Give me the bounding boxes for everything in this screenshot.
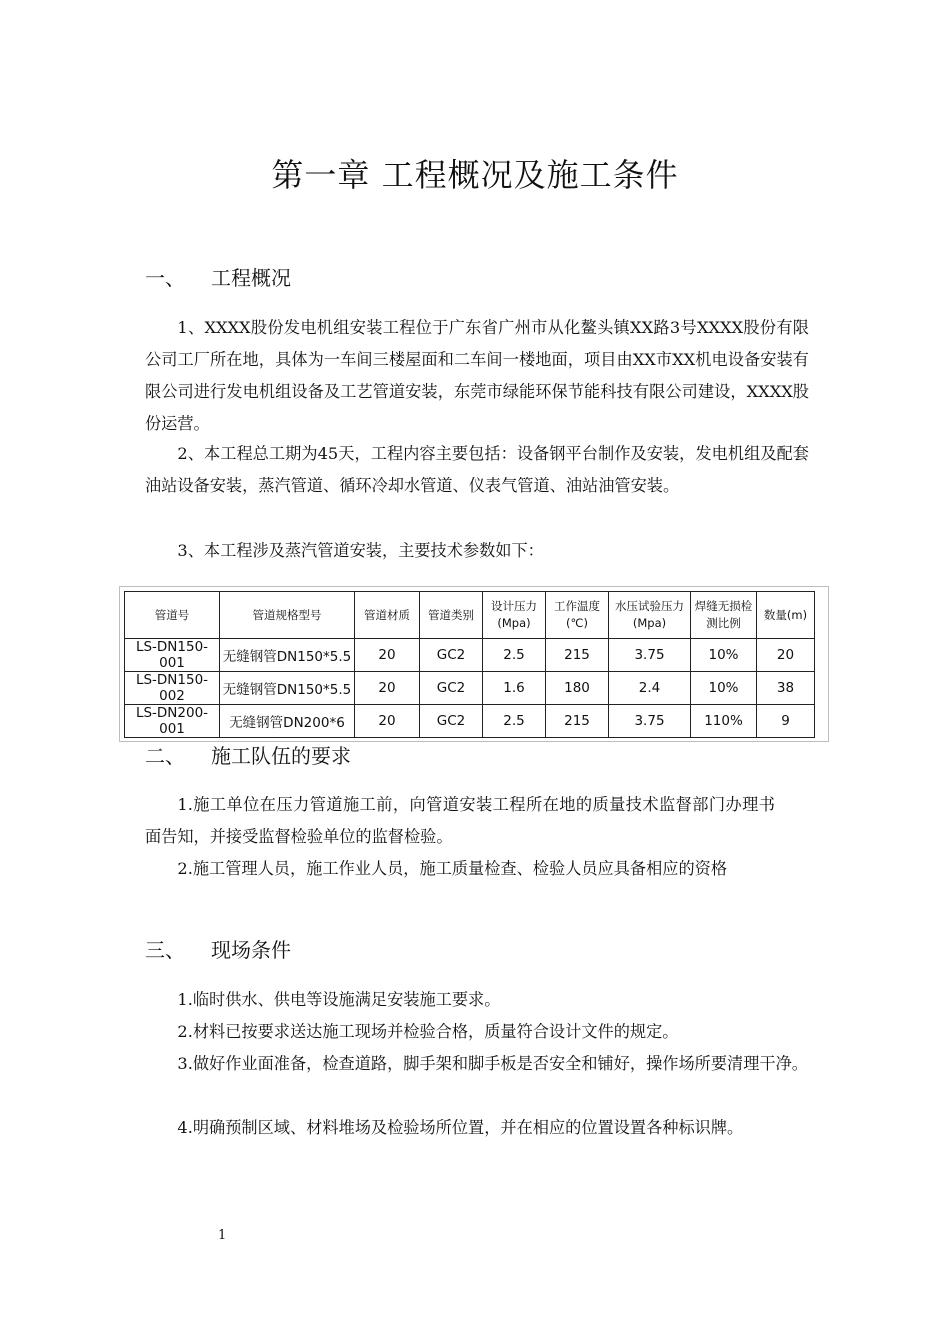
table-row (125, 705, 815, 738)
header-category: 管道类别 (420, 592, 483, 639)
table-cell: 20 (757, 639, 815, 672)
table-cell: 20 (355, 705, 420, 738)
header-ndt-ratio: 焊缝无损检测比例 (691, 592, 757, 639)
table-cell: 215 (546, 705, 609, 738)
section-heading-team (145, 740, 351, 769)
header-quantity: 数量(m) (757, 592, 815, 639)
header-working-temp: 工作温度(℃) (546, 592, 609, 639)
section-heading-overview (145, 262, 291, 291)
table-cell: 215 (546, 639, 609, 672)
table-cell: 38 (757, 672, 815, 705)
table-cell: 3.75 (609, 705, 691, 738)
page-number: 1 (218, 1228, 227, 1243)
table-header-row (125, 592, 815, 639)
table-cell: 10% (691, 639, 757, 672)
section-title: 现场条件 (211, 938, 291, 962)
overview-paragraph-1: 1、XXXX股份发电机组安装工程位于广东省广州市从化鳌头镇XX路3号XXXX股份有限公司工厂所在地，具体为一车间三楼屋面和二车间一楼地面，项目由XX市XX机电设备安装有限公司进行发电机组设备及工艺管道安装，东莞市绿能环保节能科技有限公司建设，XXXX股份运营。 (145, 318, 809, 433)
table-cell: GC2 (420, 672, 483, 705)
pipe-parameters-table (124, 591, 815, 738)
table-cell: 无缝钢管DN150*5.5 (220, 639, 355, 672)
chapter-title: 第一章 工程概况及施工条件 (271, 156, 679, 194)
table-cell: LS-DN150-001 (125, 639, 220, 672)
section-title: 施工队伍的要求 (211, 744, 351, 768)
table-cell: 3.75 (609, 639, 691, 672)
table-cell: GC2 (420, 639, 483, 672)
header-material: 管道材质 (355, 592, 420, 639)
table-cell: 1.6 (483, 672, 546, 705)
table-cell: 2.4 (609, 672, 691, 705)
section-heading-site (145, 934, 291, 963)
table-cell: 110% (691, 705, 757, 738)
table-cell: 20 (355, 672, 420, 705)
site-item-4: 4.明确预制区域、材料堆场及检验场所位置，并在相应的位置设置各种标识牌。 (177, 1118, 744, 1137)
table-cell: 10% (691, 672, 757, 705)
overview-paragraph-2: 2、本工程总工期为45天，工程内容主要包括：设备钢平台制作及安装，发电机组及配套油站设备安装，蒸汽管道、循环冷却水管道、仪表气管道、油站油管安装。 (145, 444, 809, 495)
section-number: 二、 (145, 744, 185, 768)
table-cell: LS-DN150-002 (125, 672, 220, 705)
site-item-1: 1.临时供水、供电等设施满足安装施工要求。 (177, 990, 501, 1009)
site-item-2: 2.材料已按要求送达施工现场并检验合格，质量符合设计文件的规定。 (177, 1022, 679, 1041)
table-cell: 20 (355, 639, 420, 672)
table-cell: 2.5 (483, 639, 546, 672)
table-cell: GC2 (420, 705, 483, 738)
header-spec: 管道规格型号 (220, 592, 355, 639)
table-cell: 无缝钢管DN150*5.5 (220, 672, 355, 705)
header-pipe-no: 管道号 (125, 592, 220, 639)
team-paragraph-2: 2.施工管理人员，施工作业人员，施工质量检查、检验人员应具备相应的资格 (177, 859, 728, 878)
section-number: 一、 (145, 266, 185, 290)
section-title: 工程概况 (211, 266, 291, 290)
table-cell: 2.5 (483, 705, 546, 738)
header-design-pressure: 设计压力(Mpa) (483, 592, 546, 639)
overview-paragraph-3: 3、本工程涉及蒸汽管道安装，主要技术参数如下： (177, 541, 544, 560)
table-row (125, 639, 815, 672)
table-row (125, 672, 815, 705)
table-cell: LS-DN200-001 (125, 705, 220, 738)
pipe-parameters-table-frame (119, 586, 829, 742)
team-paragraph-1: 1.施工单位在压力管道施工前，向管道安装工程所在地的质量技术监督部门办理书面告知，并接受监督检验单位的监督检验。 (145, 795, 775, 846)
header-test-pressure: 水压试验压力(Mpa) (609, 592, 691, 639)
table-cell: 9 (757, 705, 815, 738)
section-number: 三、 (145, 938, 185, 962)
site-item-3: 3.做好作业面准备，检查道路，脚手架和脚手板是否安全和铺好，操作场所要清理干净。 (177, 1054, 808, 1073)
table-cell: 无缝钢管DN200*6 (220, 705, 355, 738)
table-cell: 180 (546, 672, 609, 705)
